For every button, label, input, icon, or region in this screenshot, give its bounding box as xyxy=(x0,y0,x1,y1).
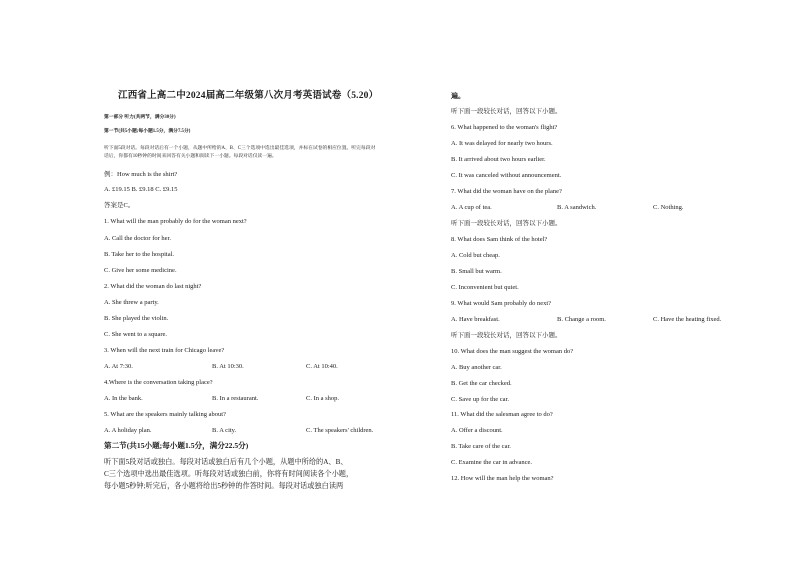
question-3: 3. When will the next train for Chicago leave? xyxy=(104,347,225,354)
q11-option-c: C. Examine the car in advance. xyxy=(451,459,533,466)
dialogue-instruction-2: 听下面一段较长对话，回答以下小题。 xyxy=(451,220,562,227)
q8-option-a: A. Cold but cheap. xyxy=(451,252,500,259)
q6-option-b: B. It arrived about two hours earlier. xyxy=(451,156,546,163)
q1-option-b: B. Take her to the hospital. xyxy=(104,251,175,258)
question-4: 4.Where is the conversation taking place? xyxy=(104,379,213,386)
question-8: 8. What does Sam think of the hotel? xyxy=(451,236,548,243)
question-2: 2. What did the woman do last night? xyxy=(104,283,202,290)
q10-option-b: B. Get the car checked. xyxy=(451,380,512,387)
q6-option-c: C. It was canceled without announcement. xyxy=(451,172,562,179)
q4-option-a: A. In the bank. xyxy=(104,395,143,402)
page-title: 江西省上高二中2024届高二年级第八次月考英语试卷（5.20） xyxy=(118,91,379,101)
q6-option-a: A. It was delayed for nearly two hours. xyxy=(451,140,553,147)
section2-instructions-line1: 听下面5段对话或独白。每段对话或独白后有几个小题，从题中所给的A、B、 xyxy=(104,458,348,466)
question-11: 11. What did the salesman agree to do? xyxy=(451,411,553,418)
q2-option-a: A. She threw a party. xyxy=(104,299,159,306)
section2-heading: 第二节(共15小题;每小题1.5分，满分22.5分) xyxy=(104,441,249,450)
q7-option-a: A. A cup of tea. xyxy=(451,204,492,211)
q10-option-c: C. Save up for the car. xyxy=(451,396,509,403)
q7-option-c: C. Nothing. xyxy=(653,204,684,211)
q9-option-b: B. Change a room. xyxy=(557,316,606,323)
q9-option-c: C. Have the heating fixed. xyxy=(653,316,722,323)
q5-option-b: B. A city. xyxy=(212,427,237,434)
question-9: 9. What would Sam probably do next? xyxy=(451,300,552,307)
dialogue-instruction-3: 听下面一段较长对话，回答以下小题。 xyxy=(451,332,562,339)
q8-option-b: B. Small but warm. xyxy=(451,268,502,275)
question-12: 12. How will the man help the woman? xyxy=(451,475,554,482)
question-10: 10. What does the man suggest the woman do? xyxy=(451,348,574,355)
q2-option-c: C. She went to a square. xyxy=(104,331,168,338)
q7-option-b: B. A sandwich. xyxy=(557,204,597,211)
section1-instructions: 听下面5段对话。每段对话后有一个小题，从题中所给的A、B、C三个选项中选出最佳选项，并标在试卷的相应位置。听完每段对话后，你都有10秒钟的时间来回答有关小题和阅读下一小题。每段对话仅读一遍。 xyxy=(104,146,376,159)
section1-heading: 第一节(共5小题;每小题1.5分，满分7.5分) xyxy=(104,129,191,134)
q10-option-a: A. Buy another car. xyxy=(451,364,502,371)
q3-option-c: C. At 10:40. xyxy=(306,363,338,370)
q5-option-c: C. The speakers' children. xyxy=(306,427,374,434)
q4-option-c: C. In a shop. xyxy=(306,395,340,402)
continued-text: 遍。 xyxy=(451,92,465,100)
q1-option-a: A. Call the doctor for her. xyxy=(104,235,171,242)
part-heading: 第一部分 听力(共两节，满分30分) xyxy=(104,115,176,120)
example-options: A. £19.15 B. £9.18 C. £9.15 xyxy=(104,186,178,193)
question-6: 6. What happened to the woman's flight? xyxy=(451,124,558,131)
example-answer: 答案是C。 xyxy=(104,202,135,209)
q1-option-c: C. Give her some medicine. xyxy=(104,267,177,274)
q8-option-c: C. Inconvenient but quiet. xyxy=(451,284,519,291)
q11-option-a: A. Offer a discount. xyxy=(451,427,503,434)
dialogue-instruction-1: 听下面一段较长对话，回答以下小题。 xyxy=(451,108,562,115)
q3-option-a: A. At 7:30. xyxy=(104,363,133,370)
example-question: 例：How much is the shirt? xyxy=(104,171,178,178)
q11-option-b: B. Take care of the car. xyxy=(451,443,511,450)
q4-option-b: B. In a restaurant. xyxy=(212,395,259,402)
question-7: 7. What did the woman have on the plane? xyxy=(451,188,562,195)
question-1: 1. What will the man probably do for the woman next? xyxy=(104,218,247,225)
q5-option-a: A. A holiday plan. xyxy=(104,427,152,434)
q2-option-b: B. She played the violin. xyxy=(104,315,169,322)
q9-option-a: A. Have breakfast. xyxy=(451,316,500,323)
question-5: 5. What are the speakers mainly talking about? xyxy=(104,411,226,418)
q3-option-b: B. At 10:30. xyxy=(212,363,244,370)
section2-instructions-line2: C三个选项中选出最佳选项。听每段对话或独白前，你将有时间阅读各个小题， xyxy=(104,470,354,478)
section2-instructions-line3: 每小题5秒钟;听完后，各小题将给出5秒钟的作答时间。每段对话或独白读两 xyxy=(104,482,344,490)
